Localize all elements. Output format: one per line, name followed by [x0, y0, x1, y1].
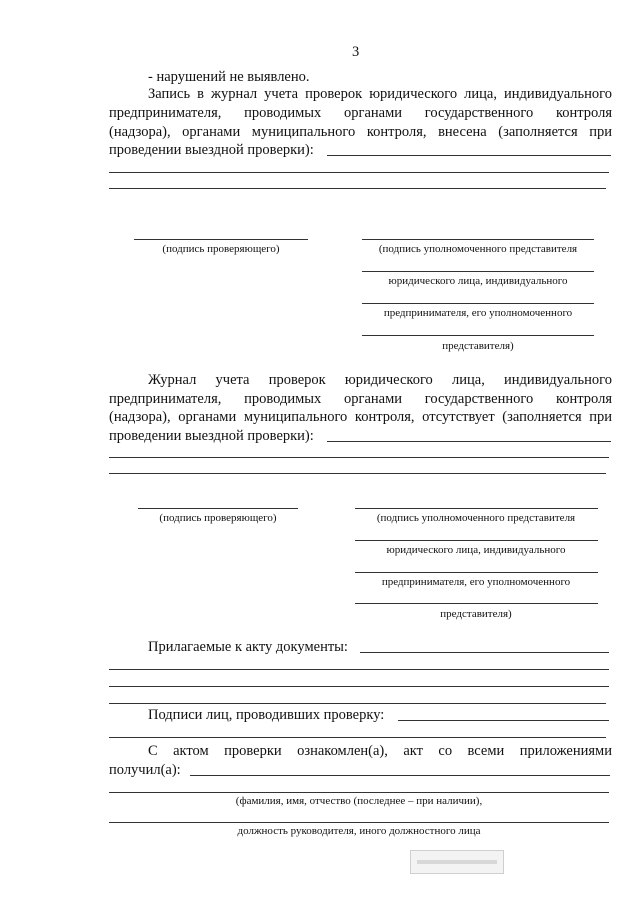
- section1-line-1: Запись в журнал учета проверок юридического лица, индивидуального: [148, 86, 612, 102]
- signatures-label: Подписи лиц, проводивших проверку:: [148, 707, 385, 723]
- inspector-signature-line: [134, 239, 308, 240]
- representative-caption-2: юридического лица, индивидуального: [388, 275, 568, 287]
- section2-line-3: (надзора), органами муниципального контроля, отсутствует (заполняется при: [109, 409, 612, 425]
- representative-signature-line: [362, 239, 594, 240]
- name-caption: (фамилия, имя, отчество (последнее – при наличии),: [235, 795, 483, 807]
- fill-line: [355, 572, 598, 573]
- faint-stamp: [410, 850, 504, 874]
- inspector-signature-line: [138, 508, 298, 509]
- fill-line: [109, 737, 606, 738]
- fill-line: [109, 473, 606, 474]
- fill-line: [109, 172, 609, 173]
- no-violations-line: - нарушений не выявлено.: [148, 69, 310, 85]
- attachments-label: Прилагаемые к акту документы:: [148, 639, 348, 655]
- fill-line: [362, 303, 594, 304]
- section1-line-2: предпринимателя, проводимых органами государственного контроля: [109, 105, 612, 121]
- representative-caption-1: (подпись уполномоченного представителя: [378, 243, 578, 255]
- representative-signature-line: [355, 508, 598, 509]
- inspector-signature-caption: (подпись проверяющего): [159, 512, 277, 524]
- section1-line-4: проведении выездной проверки):: [109, 142, 314, 158]
- fill-line: [109, 686, 609, 687]
- fill-line: [355, 540, 598, 541]
- representative-caption-3: предпринимателя, его уполномоченного: [383, 307, 573, 319]
- section2-line-4: проведении выездной проверки):: [109, 428, 314, 444]
- fill-line: [109, 822, 609, 823]
- section1-line-3: (надзора), органами муниципального контроля, внесена (заполняется при: [109, 124, 612, 140]
- fill-line: [109, 669, 609, 670]
- fill-line: [362, 335, 594, 336]
- fill-line: [190, 775, 610, 776]
- page-number: 3: [352, 44, 360, 60]
- section2-line-2: предпринимателя, проводимых органами государственного контроля: [109, 391, 612, 407]
- fill-line: [109, 792, 609, 793]
- representative-caption-1: (подпись уполномоченного представителя: [376, 512, 576, 524]
- section2-line-1: Журнал учета проверок юридического лица, индивидуального: [148, 372, 612, 388]
- representative-caption-4: представителя): [440, 608, 512, 620]
- fill-line: [327, 155, 611, 156]
- fill-line: [362, 271, 594, 272]
- representative-caption-2: юридического лица, индивидуального: [386, 544, 566, 556]
- fill-line: [360, 652, 609, 653]
- position-caption: должность руководителя, иного должностного лица: [237, 825, 481, 837]
- representative-caption-4: представителя): [442, 340, 514, 352]
- inspector-signature-caption: (подпись проверяющего): [162, 243, 280, 255]
- stamp-bars: [417, 860, 497, 864]
- representative-caption-3: предпринимателя, его уполномоченного: [381, 576, 571, 588]
- acquainted-line-1: С актом проверки ознакомлен(а), акт со всеми приложениями: [148, 743, 612, 759]
- fill-line: [109, 188, 606, 189]
- fill-line: [398, 720, 609, 721]
- fill-line: [327, 441, 611, 442]
- fill-line: [109, 457, 609, 458]
- acquainted-line-2: получил(а):: [109, 762, 181, 778]
- fill-line: [355, 603, 598, 604]
- fill-line: [109, 703, 606, 704]
